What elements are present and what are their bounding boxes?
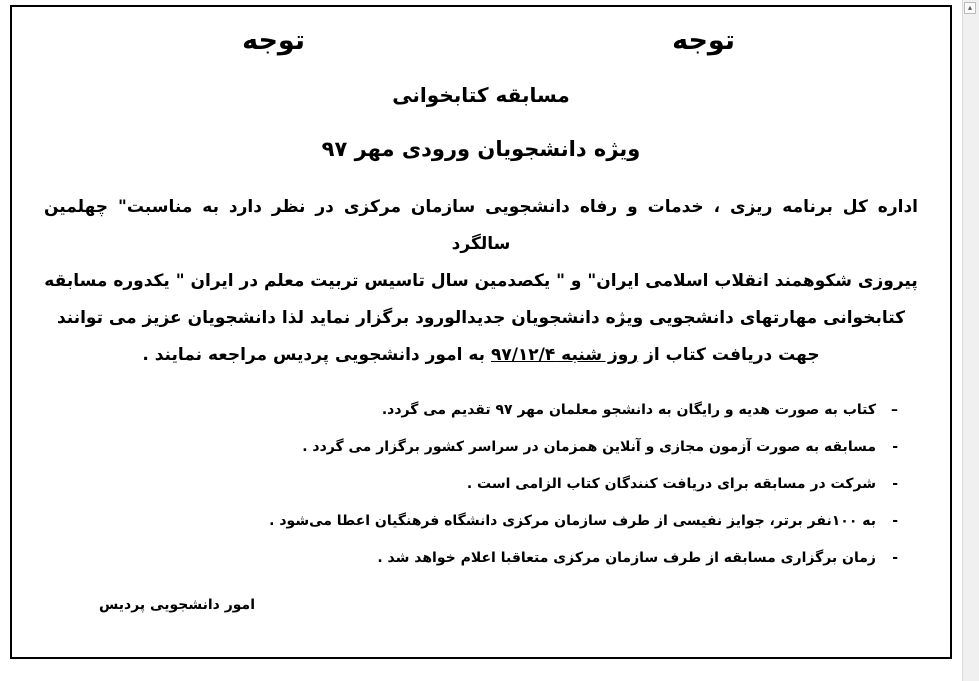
body-line-3: کتابخوانی مهارتهای دانشجویی ویژه دانشجویان جدیدالورود برگزار نماید لذا دانشجویان عزیز می توانند xyxy=(56,308,906,328)
bullet-marker: - xyxy=(892,550,898,566)
body-line-4 xyxy=(44,337,918,374)
body-line-4-start: جهت دریافت کتاب از xyxy=(638,345,820,365)
document-page xyxy=(10,5,952,659)
body-line-4-end: به امور دانشجویی پردیس مراجعه نمایند . xyxy=(142,345,491,365)
scroll-up-icon[interactable]: ▴ xyxy=(964,2,976,14)
list-item xyxy=(52,510,898,547)
bullet-marker: - xyxy=(892,476,898,492)
attention-heading-left: توجه xyxy=(242,25,305,56)
bullet-marker: - xyxy=(892,513,898,529)
list-item-text: به ۱۰۰نفر برتر، جوایز نفیسی از طرف سازمان مرکزی دانشگاه فرهنگیان اعطا می‌شود . xyxy=(269,513,876,529)
list-item-text: مسابقه به صورت آزمون مجازی و آنلاین همزمان در سراسر کشور برگزار می گردد . xyxy=(302,439,876,455)
bullet-marker: – xyxy=(891,402,898,418)
bullet-marker: - xyxy=(892,439,898,455)
attention-heading-right: توجه xyxy=(672,25,735,56)
signature: امور دانشجویی پردیس xyxy=(98,597,255,613)
contest-subtitle: ویژه دانشجویان ورودی مهر ۹۷ xyxy=(321,137,641,161)
list-item xyxy=(52,436,898,473)
notes-list xyxy=(52,399,898,584)
vertical-scrollbar[interactable] xyxy=(962,0,979,681)
list-item xyxy=(52,399,898,436)
list-item-text: زمان برگزاری مسابقه از طرف سازمان مرکزی متعاقبا اعلام خواهد شد . xyxy=(377,550,876,566)
list-item xyxy=(52,547,898,584)
body-line-2: پیروزی شکوهمند انقلاب اسلامی ایران" و " یکصدمین سال تاسیس تربیت معلم در ایران " یکدوره مسابقه xyxy=(44,271,918,291)
list-item-text: شرکت در مسابقه برای دریافت کنندگان کتاب الزامی است . xyxy=(466,476,876,492)
announcement-body xyxy=(44,189,918,374)
list-item-text: کتاب به صورت هدیه و رایگان به دانشجو معلمان مهر ۹۷ تقدیم می گردد. xyxy=(381,402,876,418)
distribution-date: روز شنبه ۹۷/۱۲/۴ xyxy=(490,345,639,365)
body-line-1: اداره کل برنامه ریزی ، خدمات و رفاه دانشجویی سازمان مرکزی در نظر دارد به مناسبت" چهلمین سالگرد xyxy=(44,197,918,254)
list-item xyxy=(52,473,898,510)
contest-title: مسابقه کتابخوانی xyxy=(392,83,570,107)
